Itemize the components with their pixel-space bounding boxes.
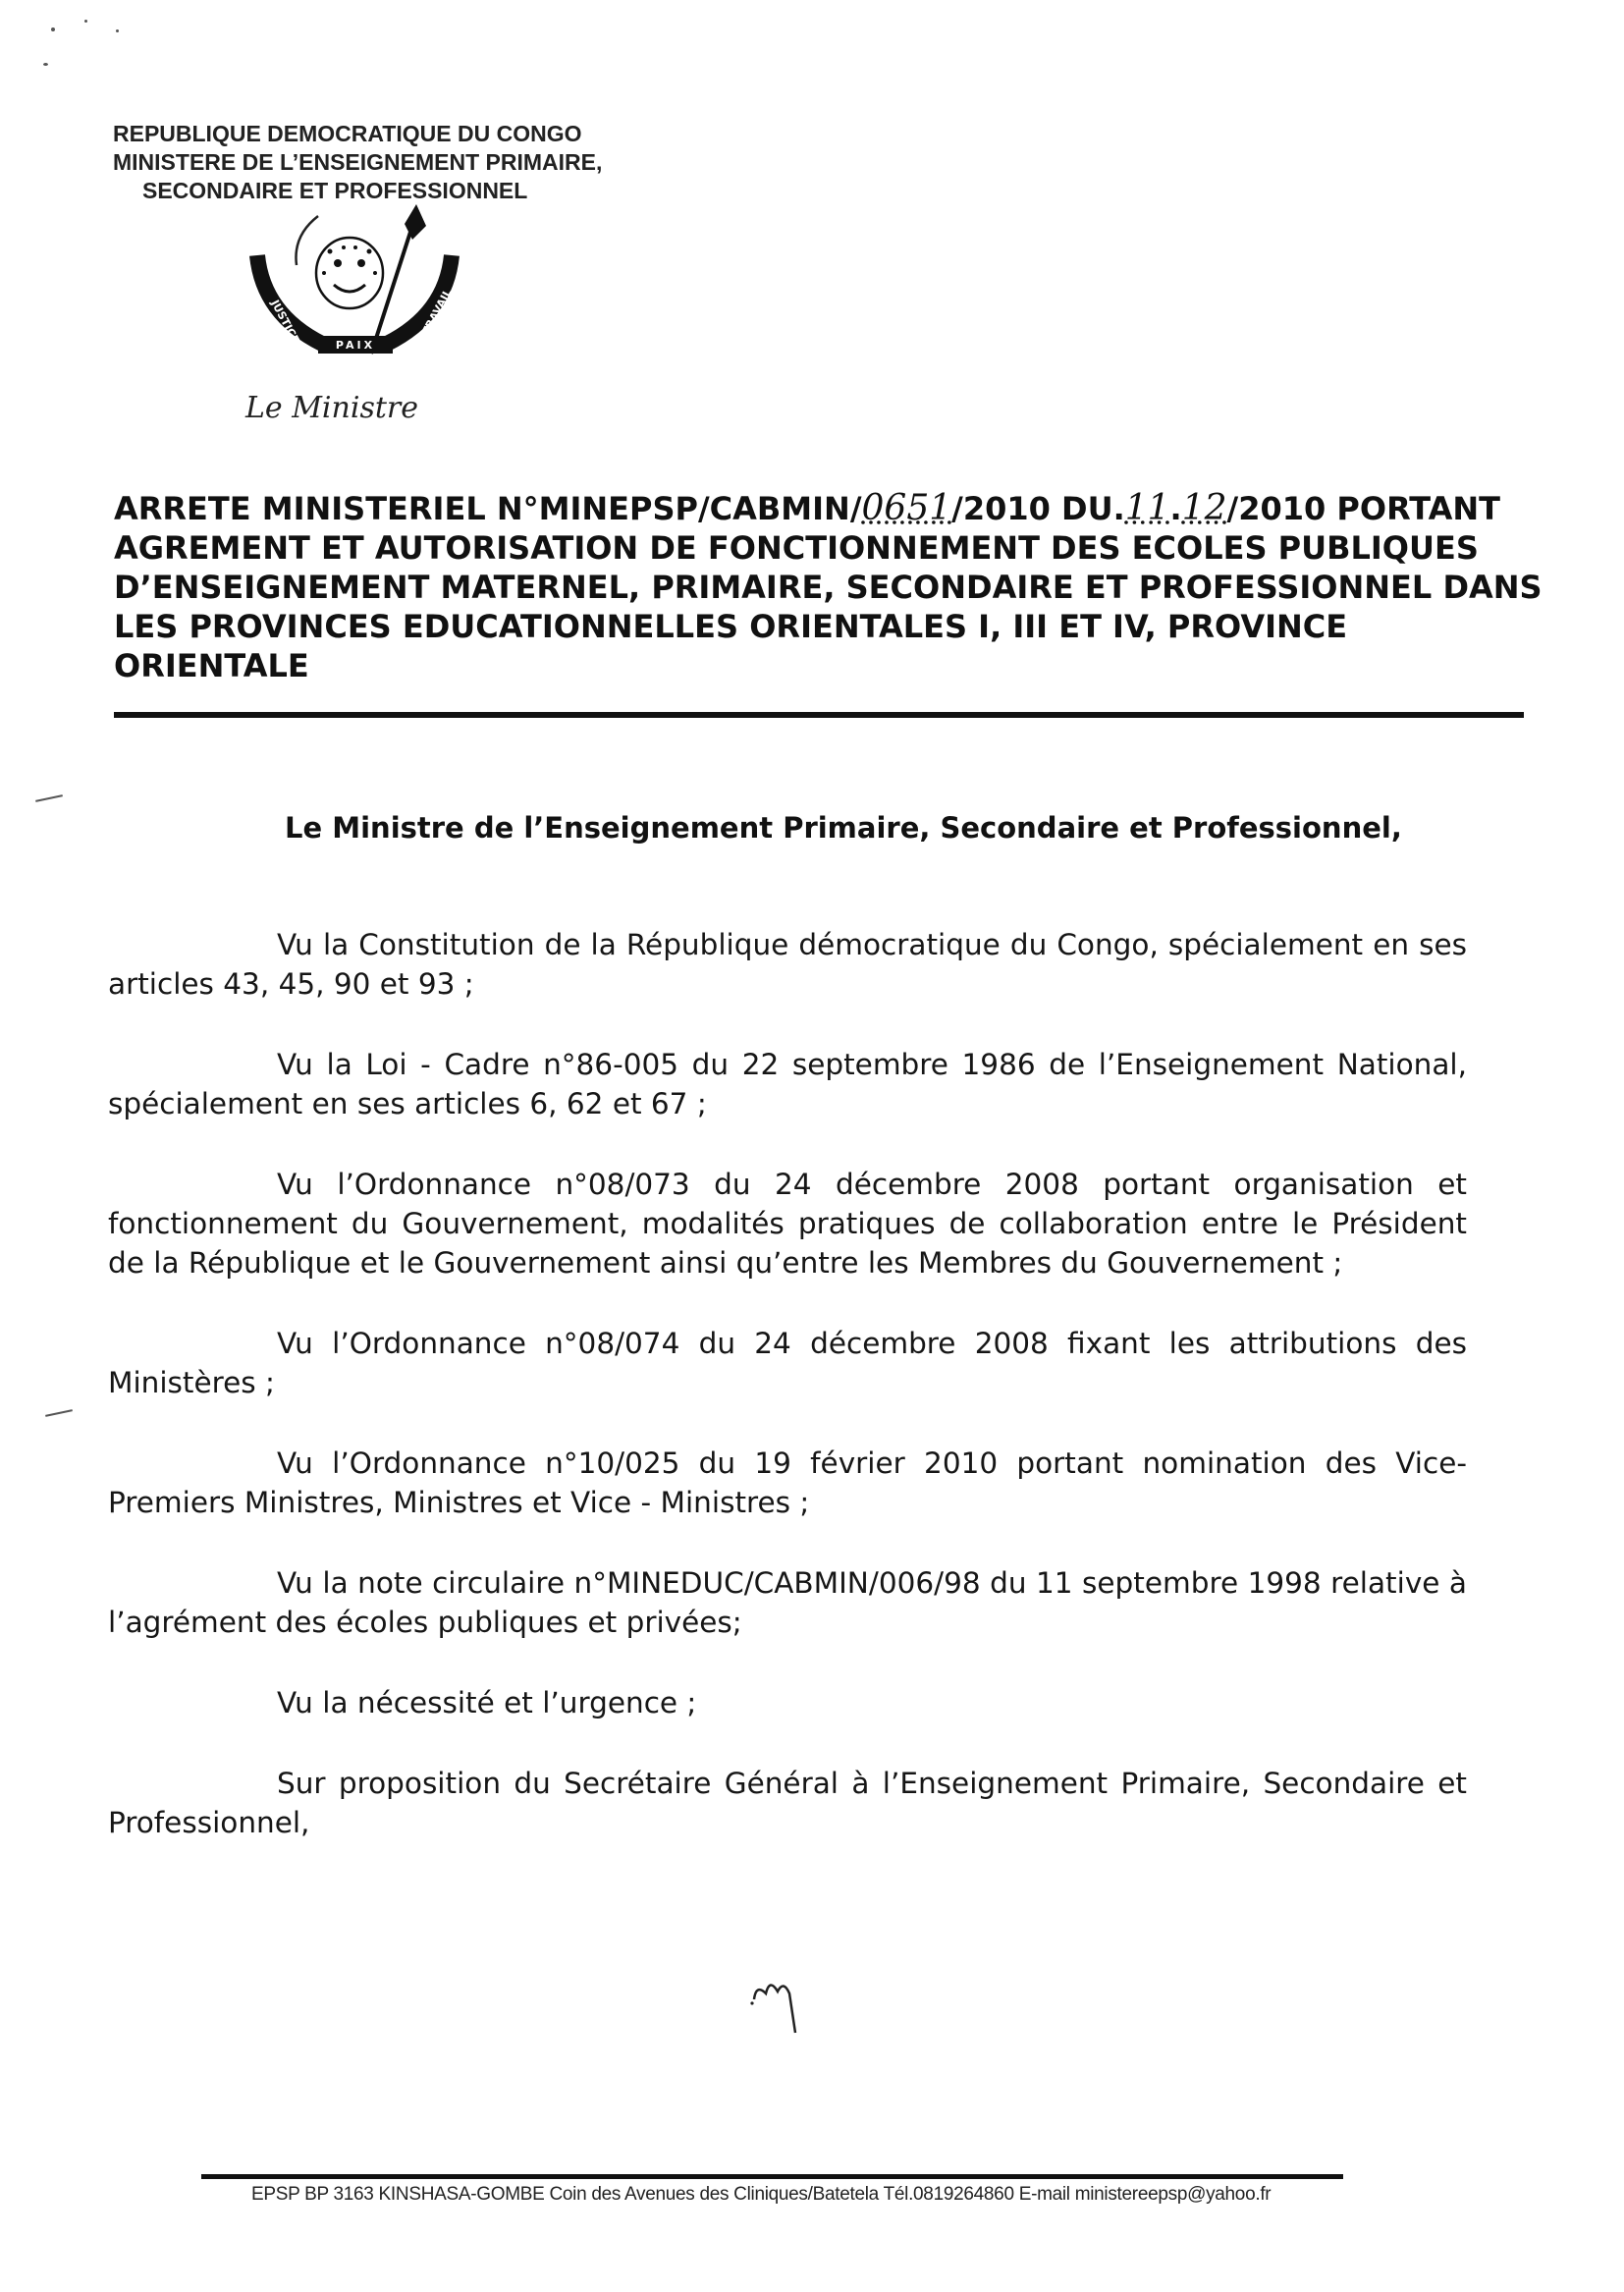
considerant-ordonnance-10-025: Vu l’Ordonnance n°10/025 du 19 février 2010 portant nomination des Vice-Premiers Ministres, Ministres et Vice - Ministres ; [108,1446,1467,1519]
scan-speck [84,20,87,23]
decree-title [114,488,1543,685]
considerant-note-circulaire: Vu la note circulaire n°MINEDUC/CABMIN/006/98 du 11 septembre 1998 relative à l’agrément des écoles publiques et privées; [108,1566,1467,1639]
scan-speck [51,27,55,31]
decree-title-line-1 [114,489,1510,528]
letterhead-country: REPUBLIQUE DEMOCRATIQUE DU CONGO [113,121,582,146]
decree-date-separator: . [1169,490,1182,527]
letterhead-ministry-cont: SECONDAIRE ET PROFESSIONNEL [142,178,528,203]
considerant-ordonnance-08-074: Vu l’Ordonnance n°08/074 du 24 décembre 2008 fixant les attributions des Ministères ; [108,1327,1467,1399]
minister-label: Le Ministre [245,391,418,425]
decree-title-line-4: LES PROVINCES EDUCATIONNELLES ORIENTALES I, III ET IV, PROVINCE [114,608,1348,645]
decree-title-line-5: ORIENTALE [114,647,309,684]
decree-body [108,925,1467,1883]
scan-speck [116,29,119,32]
margin-mark [45,1409,73,1417]
letterhead [113,120,602,205]
considerant-urgence: Vu la nécessité et l’urgence ; [277,1686,697,1719]
considerant-constitution: Vu la Constitution de la République démocratique du Congo, spécialement en ses articles 43, 45, 90 et 93 ; [108,928,1467,1001]
decree-ref-date-prefix: /2010 DU. [951,490,1125,527]
decree-month-handwritten: 12 [1181,488,1227,528]
margin-mark [35,794,63,802]
coat-of-arms-emblem [224,196,489,373]
letterhead-ministry: MINISTERE DE L’ENSEIGNEMENT PRIMAIRE, [113,149,603,175]
footer-divider [201,2174,1343,2179]
emblem-left-motto: JUSTICE [268,298,302,346]
decree-title-line-3: D’ENSEIGNEMENT MATERNEL, PRIMAIRE, SECONDAIRE ET PROFESSIONNEL DANS [114,569,1543,606]
decree-ref-suffix: /2010 PORTANT [1226,490,1500,527]
emblem-center-motto: PAIX [335,339,376,352]
considerant-loi-cadre: Vu la Loi - Cadre n°86-005 du 22 septembre 1986 de l’Enseignement National, spécialement en ses articles 6, 62 et 67 ; [108,1048,1467,1120]
emblem-right-motto: TRAVAIL [419,287,455,338]
decree-day-handwritten: 11 [1124,488,1170,528]
handwritten-initials [746,1964,825,2043]
title-divider [114,712,1524,718]
footer-address: EPSP BP 3163 KINSHASA-GOMBE Coin des Avenues des Cliniques/Batetela Tél.0819264860 E-mail ministereepsp@yahoo.fr [251,2184,1272,2205]
decree-authority: Le Ministre de l’Enseignement Primaire, Secondaire et Professionnel, [285,811,1402,845]
decree-title-line-2: AGREMENT ET AUTORISATION DE FONCTIONNEMENT DES ECOLES PUBLIQUES [114,529,1479,567]
scan-speck [43,63,48,66]
considerant-proposition: Sur proposition du Secrétaire Général à l’Enseignement Primaire, Secondaire et Professionnel, [108,1767,1467,1839]
considerant-ordonnance-08-073: Vu l’Ordonnance n°08/073 du 24 décembre 2008 portant organisation et fonctionnement du Gouvernement, modalités pratiques de collaboration entre le Président de la République et le Gouvernement ainsi qu’entre les Membres du Gouvernement ; [108,1168,1467,1280]
decree-number-handwritten: 0651 [861,488,952,528]
decree-ref-prefix: ARRETE MINISTERIEL N°MINEPSP/CABMIN/ [114,490,862,527]
